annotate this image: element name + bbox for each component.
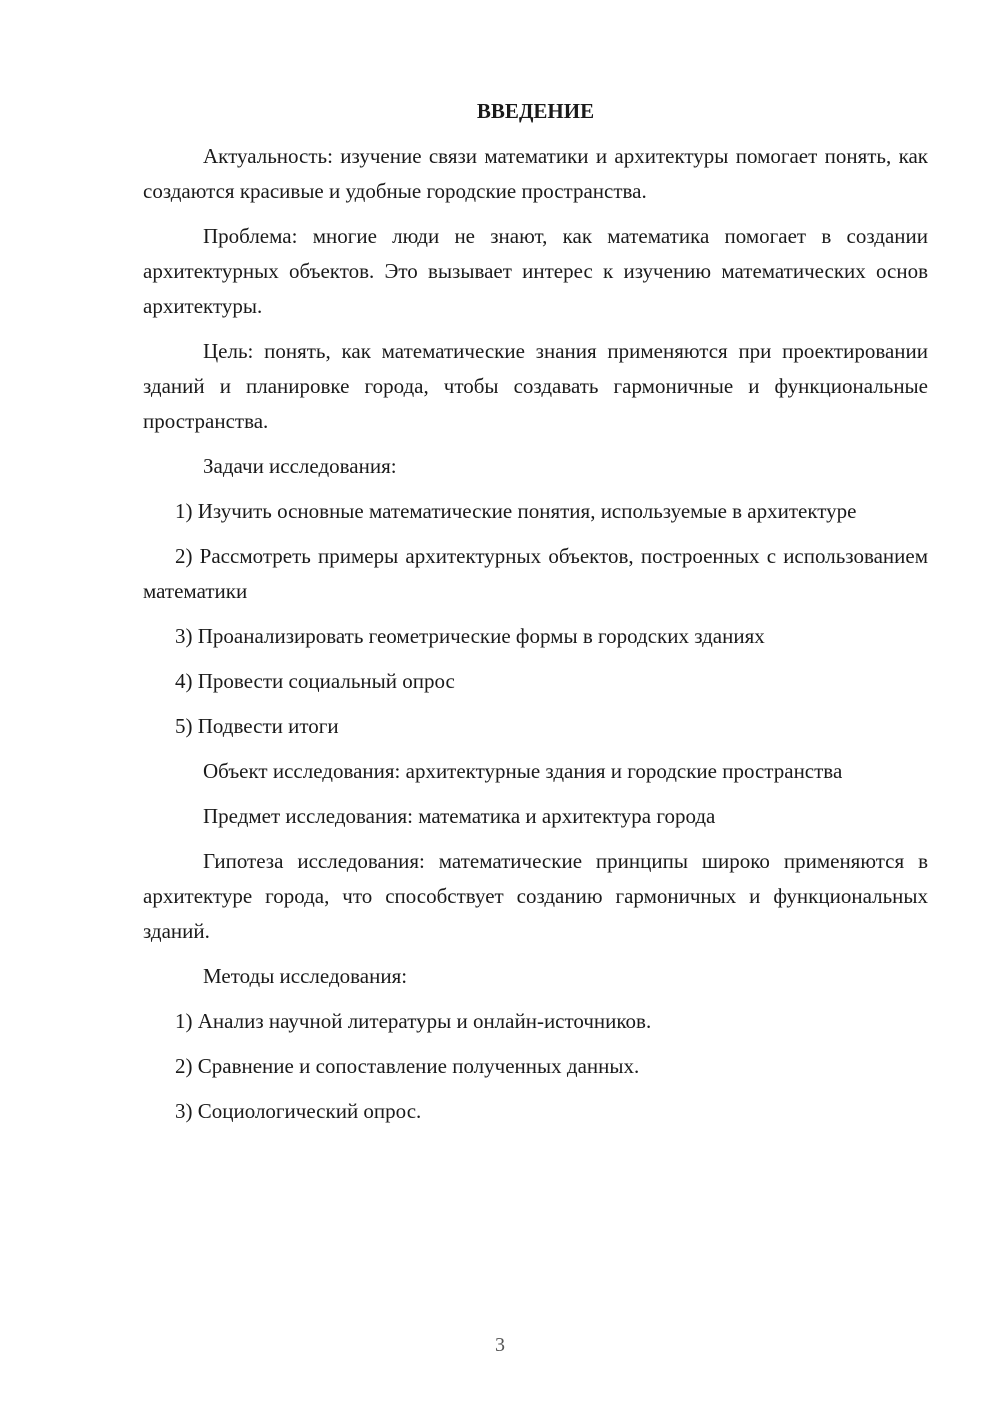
page-number: 3 (495, 1334, 505, 1356)
paragraph-methods-title: Методы исследования: (203, 964, 408, 988)
document-page (143, 96, 928, 1139)
paragraph-problem: Проблема: многие люди не знают, как математика помогает в создании архитектурных объектов. Это вызывает интерес к изучению математических основ архитектуры. (143, 224, 928, 318)
list-item-task-1: 1) Изучить основные математические понятия, используемые в архитектуре (175, 499, 857, 523)
paragraph-goal: Цель: понять, как математические знания применяются при проектировании зданий и планировке города, чтобы создавать гармоничные и функциональные пространства. (143, 339, 928, 433)
list-item-method-2: 2) Сравнение и сопоставление полученных данных. (175, 1054, 640, 1078)
list-item-task-3: 3) Проанализировать геометрические формы в городских зданиях (175, 624, 765, 648)
list-item-task-2: 2) Рассмотреть примеры архитектурных объектов, построенных с использованием математики (143, 544, 928, 603)
list-item-task-5: 5) Подвести итоги (175, 714, 339, 738)
paragraph-tasks-title: Задачи исследования: (203, 454, 397, 478)
paragraph-object: Объект исследования: архитектурные здания и городские пространства (203, 759, 843, 783)
list-item-method-1: 1) Анализ научной литературы и онлайн-источников. (175, 1009, 652, 1033)
list-item-task-4: 4) Провести социальный опрос (175, 669, 455, 693)
list-item-method-3: 3) Социологический опрос. (175, 1099, 422, 1123)
paragraph-hypothesis: Гипотеза исследования: математические принципы широко применяются в архитектуре города, что способствует созданию гармоничных и функциональных зданий. (143, 849, 928, 943)
paragraph-relevance: Актуальность: изучение связи математики и архитектуры помогает понять, как создаются красивые и удобные городские пространства. (143, 144, 928, 203)
paragraph-subject: Предмет исследования: математика и архитектура города (203, 804, 716, 828)
section-heading: ВВЕДЕНИЕ (476, 99, 595, 123)
